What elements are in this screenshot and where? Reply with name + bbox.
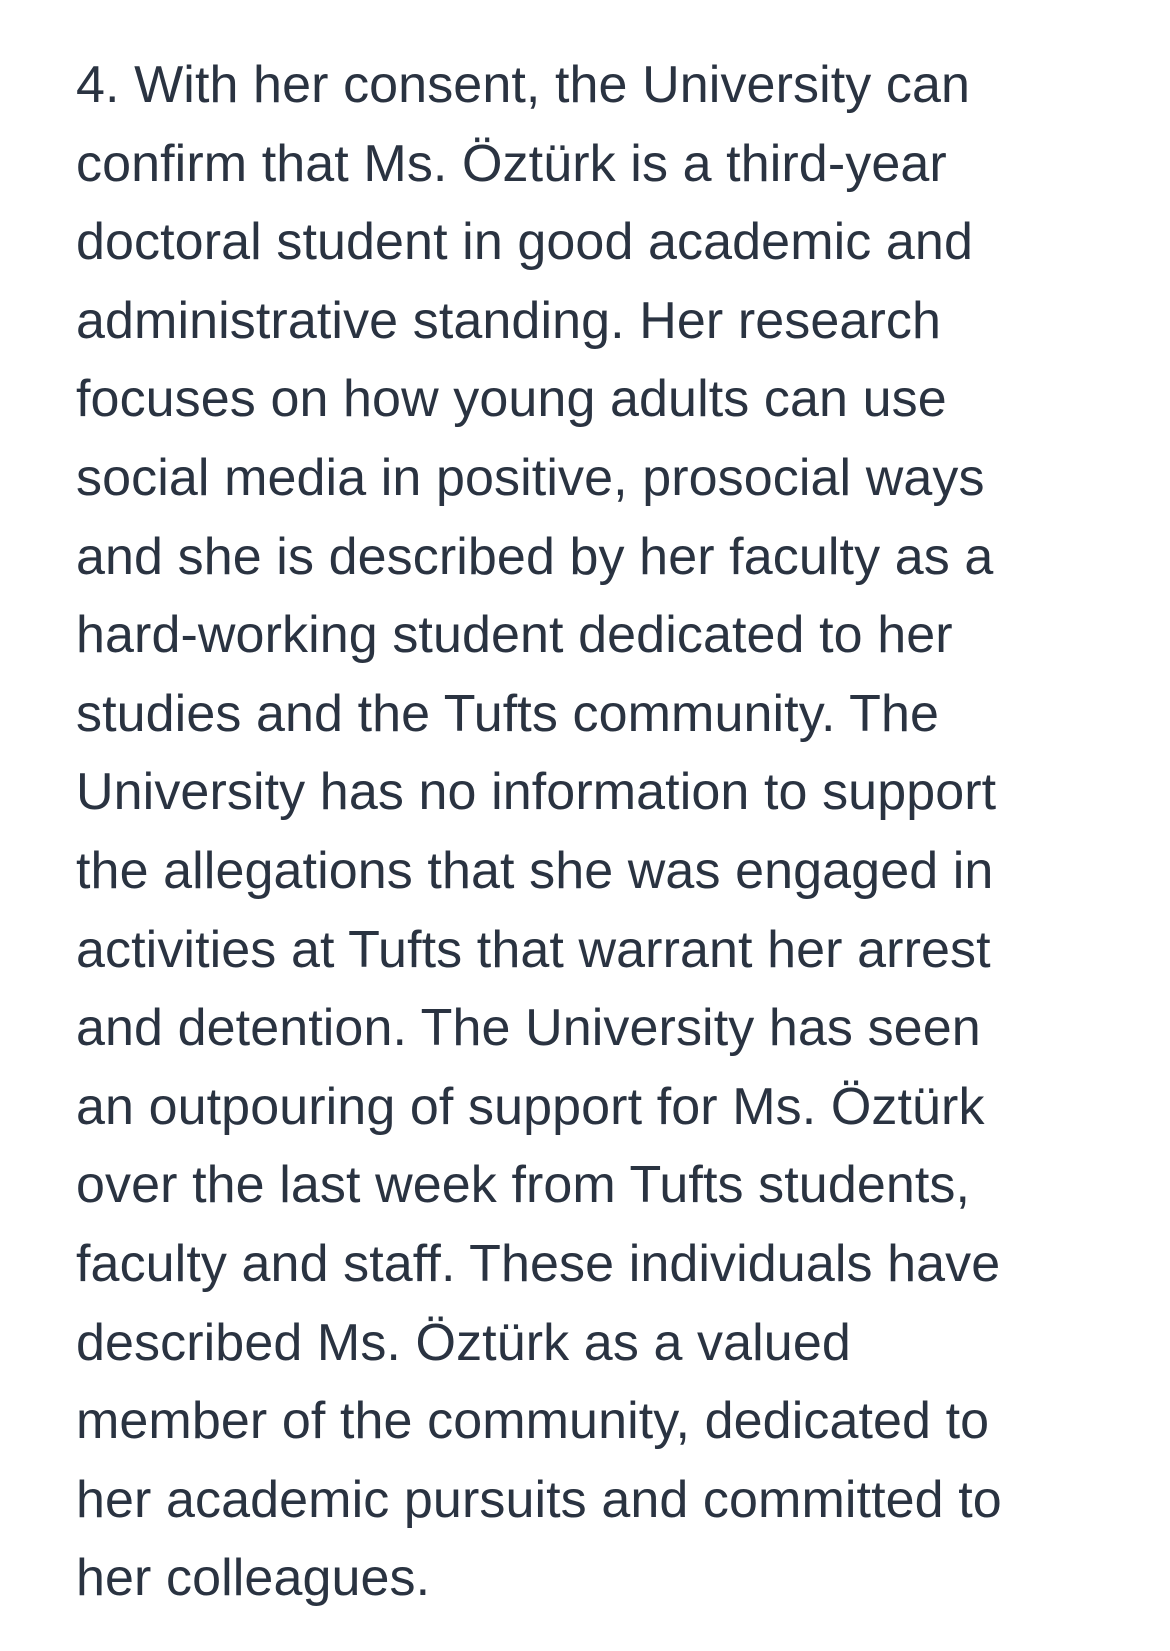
text-line: social media in positive, prosocial ways bbox=[76, 448, 985, 507]
text-line: and she is described by her faculty as a bbox=[76, 527, 994, 586]
text-line: 4. With her consent, the University can bbox=[76, 56, 971, 114]
text-line: her academic pursuits and committed to bbox=[76, 1470, 1002, 1529]
article-body bbox=[76, 46, 1136, 1618]
text-line: University has no information to support bbox=[76, 763, 997, 822]
text-line: faculty and staff. These individuals have bbox=[76, 1234, 1001, 1293]
text-line: studies and the Tufts community. The bbox=[76, 684, 939, 743]
text-line: focuses on how young adults can use bbox=[76, 370, 947, 429]
text-line: her colleagues. bbox=[76, 1549, 431, 1608]
text-line: member of the community, dedicated to bbox=[76, 1392, 990, 1451]
text-line: hard-working student dedicated to her bbox=[76, 606, 953, 665]
text-line: doctoral student in good academic and bbox=[76, 213, 973, 272]
text-line: the allegations that she was engaged in bbox=[76, 841, 994, 900]
text-line: described Ms. Öztürk as a valued bbox=[76, 1313, 851, 1372]
text-line: confirm that Ms. Öztürk is a third-year bbox=[76, 134, 947, 193]
text-line: an outpouring of support for Ms. Öztürk bbox=[76, 1077, 985, 1136]
text-line: administrative standing. Her research bbox=[76, 291, 941, 350]
paragraph-4 bbox=[76, 46, 1136, 1618]
text-line: and detention. The University has seen bbox=[76, 999, 981, 1058]
text-line: over the last week from Tufts students, bbox=[76, 1156, 971, 1215]
text-line: activities at Tufts that warrant her arrest bbox=[76, 920, 991, 979]
